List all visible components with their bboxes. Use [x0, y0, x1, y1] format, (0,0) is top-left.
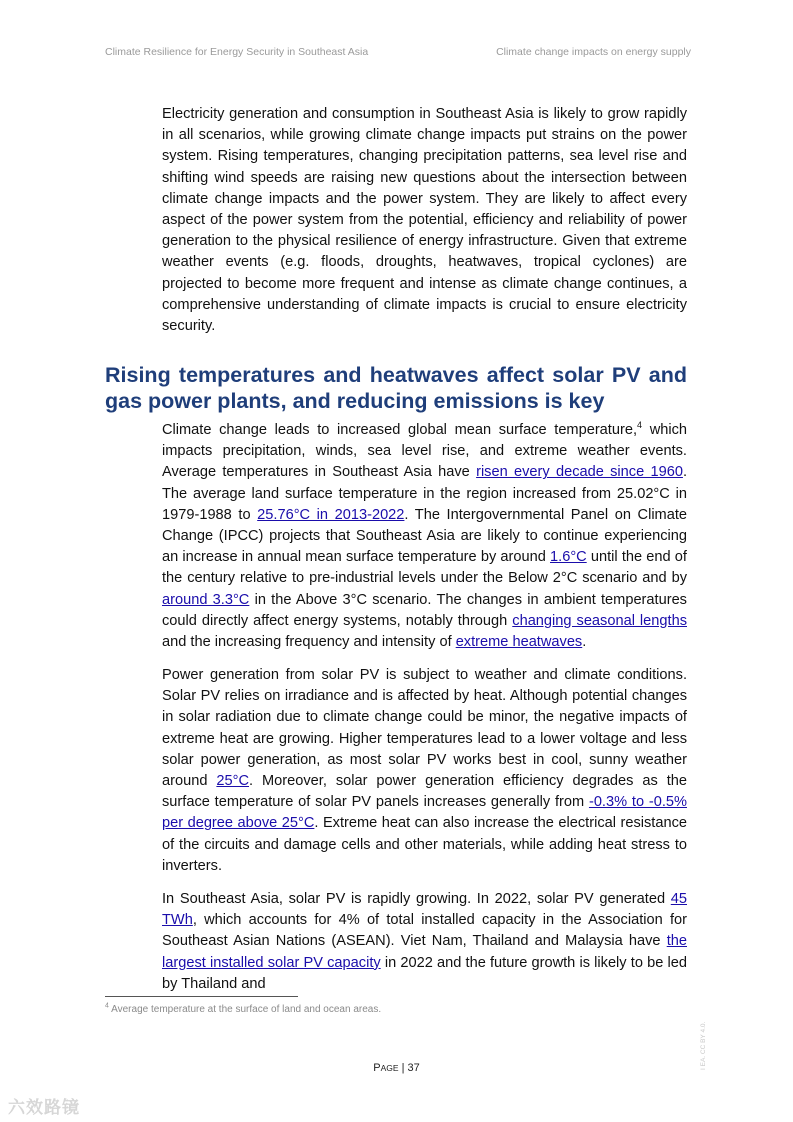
intro-paragraph: Electricity generation and consumption in Southeast Asia is likely to grow rapidly in all scenarios, while growing climate change impacts put strains on the power system. Rising temperatures, changing precipitation patterns, sea level rise and shifting wind speeds are raising new questions about the intersection between climate change impacts and the power system. They are likely to affect every aspect of the power system from the potential, efficiency and reliability of power generation to the physical resilience of energy infrastructure. Given that extreme weather events (e.g. floods, droughts, heatwaves, tropical cyclones) are projected to become more frequent and intense as climate change continues, a comprehensive understanding of climate impacts is crucial to ensure electricity security. — [162, 106, 687, 335]
temperature-paragraph — [162, 420, 687, 653]
text-span: Power generation from solar PV is subject to weather and climate conditions. Solar PV relies on irradiance and is affected by heat. Although potential changes in solar radiation due to climate change could be minor, the negative impacts of extreme heat are growing. Higher temperatures lead to a lower voltage and less solar power generation, as most solar PV works best in cool, sunny weather around — [162, 667, 687, 790]
footnote-reference[interactable]: 4 — [637, 420, 643, 431]
text-span: Climate change leads to increased global mean surface temperature, — [162, 422, 638, 438]
link-25-degrees[interactable]: 25°C — [216, 773, 249, 790]
link-efficiency-degradation[interactable]: -0.3% to -0.5% per degree above 25°C — [162, 794, 687, 832]
text-span: in 2022 and the future growth is likely to be led by Thailand and — [162, 954, 687, 992]
text-span: which impacts precipitation, winds, sea level rise, and extreme weather events. Average temperatures in Southeast Asia have — [162, 422, 688, 481]
text-span: . The Intergovernmental Panel on Climate Change (IPCC) projects that Southeast Asia are likely to continue experiencing an increase in annual mean surface temperature by around — [162, 506, 688, 566]
text-span: and the increasing frequency and intensity of — [162, 634, 456, 651]
page-separator: | — [398, 1062, 408, 1074]
solar-pv-paragraph — [162, 665, 687, 877]
page-number — [0, 1062, 793, 1074]
page-label-rest: AGE — [380, 1063, 399, 1073]
text-span: , which accounts for 4% of total installed capacity in the Association for Southeast Asian Nations (ASEAN). Viet Nam, Thailand and Malaysia have — [162, 912, 687, 950]
license-notice: I EA. CC BY 4.0. — [700, 1021, 707, 1070]
link-45-twh[interactable]: 45 TWh — [162, 891, 687, 929]
header-chapter-title: Climate change impacts on energy supply — [496, 46, 691, 58]
section-heading: Rising temperatures and heatwaves affect solar PV and gas power plants, and reducing emissions is key — [105, 363, 687, 413]
text-span: In Southeast Asia, solar PV is rapidly growing. In 2022, solar PV generated — [162, 891, 671, 907]
link-around-3-3-degrees[interactable]: around 3.3°C — [162, 591, 250, 608]
southeast-asia-solar-paragraph — [162, 889, 687, 995]
footnote — [105, 1004, 381, 1015]
link-1-6-degrees[interactable]: 1.6°C — [550, 549, 587, 566]
text-span: . Extreme heat can also increase the electrical resistance of the circuits and damage cells and other materials, while adding heat stress to inverters. — [162, 815, 687, 874]
link-largest-installed-capacity[interactable]: the largest installed solar PV capacity — [162, 933, 687, 971]
link-extreme-heatwaves[interactable]: extreme heatwaves — [455, 634, 583, 651]
page-label-initial: P — [373, 1062, 381, 1074]
text-span: in the Above 3°C scenario. The changes in ambient temperatures could directly affect energy systems, notably through — [162, 591, 687, 629]
running-header — [105, 46, 691, 58]
link-risen-every-decade[interactable]: risen every decade since 1960 — [476, 464, 683, 481]
text-span: . The average land surface temperature in the region increased from 25.02°C in 1979-1988 to — [162, 464, 687, 523]
footnote-text: Average temperature at the surface of land and ocean areas. — [108, 1004, 382, 1015]
text-span: . Moreover, solar power generation efficiency degrades as the surface temperature of solar PV panels increases generally from — [162, 773, 687, 811]
header-report-title: Climate Resilience for Energy Security in Southeast Asia — [105, 46, 369, 58]
link-changing-seasonal-lengths[interactable]: changing seasonal lengths — [512, 612, 687, 629]
page-number-value: 37 — [407, 1062, 420, 1074]
watermark: 六效路镜 — [8, 1098, 80, 1117]
footnote-number: 4 — [105, 1002, 109, 1010]
text-span: . — [582, 634, 587, 651]
link-temperature-2013-2022[interactable]: 25.76°C in 2013-2022 — [257, 506, 405, 523]
text-span: until the end of the century relative to pre-industrial levels under the Below 2°C scenario and by — [162, 549, 687, 587]
footnote-divider — [105, 996, 298, 997]
